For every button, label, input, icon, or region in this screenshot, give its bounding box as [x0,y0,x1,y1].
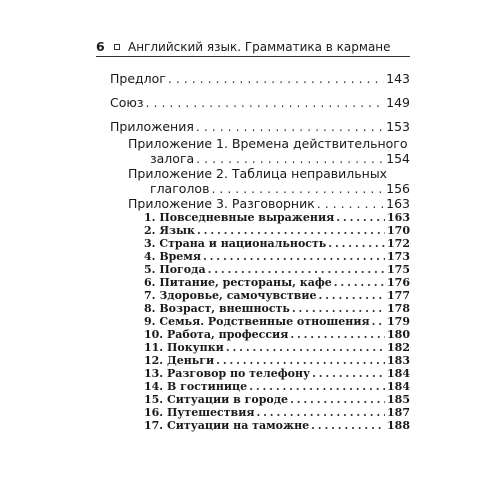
leader-dots [216,354,385,367]
toc-entry-page: 170 [387,224,410,237]
leader-dots [372,315,385,328]
toc-entry-title: 14. В гостинице [144,380,248,393]
phrasebook-entry[interactable] [110,237,410,250]
phrasebook-entry[interactable] [110,250,410,263]
leader-dots [256,406,385,419]
toc-entry-page: 187 [387,406,410,419]
toc-entry-page: 173 [387,250,410,263]
toc-entry-page: 182 [387,341,410,354]
toc-entry-title: 6. Питание, рестораны, кафе [144,276,332,289]
page-number: 6 [96,39,105,54]
toc-entry-appendix-1[interactable] [110,136,410,166]
toc-entry-page: 163 [386,196,410,211]
leader-dots [203,250,385,263]
leader-dots [196,151,384,166]
phrasebook-entry[interactable] [110,419,410,432]
toc-entry-title: 12. Деньги [144,354,215,367]
phrasebook-entry[interactable] [110,341,410,354]
toc-entry-title: Приложение 3. Разговорник [128,196,315,211]
leader-dots [312,367,385,380]
leader-dots [290,328,385,341]
toc-entry-title: 11. Покупки [144,341,224,354]
toc-entry-page: 184 [387,380,410,393]
phrasebook-list [110,211,410,432]
toc-entry-appendices[interactable] [110,119,410,134]
leader-dots [226,341,385,354]
toc-entry-page: 185 [387,393,410,406]
phrasebook-entry[interactable] [110,354,410,367]
toc-entry-page: 188 [387,419,410,432]
toc-entry-page: 183 [387,354,410,367]
toc-entry-page: 177 [387,289,410,302]
phrasebook-entry[interactable] [110,393,410,406]
leader-dots [290,393,385,406]
phrasebook-entry[interactable] [110,328,410,341]
toc-entry-title: Союз [110,95,144,110]
running-title: Английский язык. Грамматика в кармане [128,40,391,54]
phrasebook-entry[interactable] [110,263,410,276]
phrasebook-entry[interactable] [110,302,410,315]
toc-entry-page: 184 [387,367,410,380]
leader-dots [318,289,385,302]
leader-dots [208,263,385,276]
toc-entry-title-line1: Приложение 2. Таблица неправильных [128,166,388,181]
toc-entry-title: 2. Язык [144,224,196,237]
toc-entry-title: 5. Погода [144,263,206,276]
toc-entry-page: 175 [387,263,410,276]
toc-entry-page: 154 [386,151,410,166]
leader-dots [328,237,385,250]
toc-entry-title: Приложения [110,119,194,134]
phrasebook-entry[interactable] [110,211,410,224]
leader-dots [249,380,385,393]
leader-dots [311,419,385,432]
leader-dots [196,119,384,134]
toc-entry-title: 16. Путешествия [144,406,255,419]
phrasebook-entry[interactable] [110,406,410,419]
phrasebook-entry[interactable] [110,276,410,289]
toc-entry-title: 10. Работа, профессия [144,328,289,341]
toc-entry-page: 143 [386,71,410,86]
running-header [96,40,410,57]
leader-dots [336,211,385,224]
toc-entry-appendix-3[interactable] [110,196,410,211]
toc-entry-title: 4. Время [144,250,201,263]
toc-entry-page: 172 [387,237,410,250]
toc-entry-title: 17. Ситуации на таможне [144,419,310,432]
toc-entry-title: 3. Страна и национальность [144,237,327,250]
toc-entry-title: 15. Ситуации в городе [144,393,289,406]
phrasebook-entry[interactable] [110,380,410,393]
leader-dots [197,224,385,237]
toc-entry-page: 149 [386,95,410,110]
toc-entry-title: 1. Повседневные выражения [144,211,335,224]
toc-entry-title: 8. Возраст, внешность [144,302,290,315]
phrasebook-entry[interactable] [110,224,410,237]
toc-entry-title: 13. Разговор по телефону [144,367,311,380]
toc-entry-page: 179 [387,315,410,328]
leader-dots [211,181,384,196]
toc-entry-page: 163 [387,211,410,224]
toc-entry-title-line2: залога [150,151,195,166]
toc-entry-page: 176 [387,276,410,289]
checkbox-square-icon [114,44,120,50]
toc-entry-preposition[interactable] [110,71,410,86]
toc-entry-title: 7. Здоровье, самочувствие [144,289,317,302]
toc-entry-page: 156 [386,181,410,196]
toc-entry-page: 178 [387,302,410,315]
phrasebook-entry[interactable] [110,367,410,380]
toc-entry-appendix-2[interactable] [110,166,410,196]
phrasebook-entry[interactable] [110,289,410,302]
leader-dots [146,95,385,110]
toc-entry-conjunction[interactable] [110,95,410,110]
toc-entry-title: 9. Семья. Родственные отношения [144,315,370,328]
toc-entry-title-line2: глаголов [150,181,210,196]
leader-dots [317,196,384,211]
table-of-contents [110,71,410,432]
toc-entry-title: Предлог [110,71,166,86]
phrasebook-entry[interactable] [110,315,410,328]
leader-dots [292,302,385,315]
toc-entry-page: 180 [387,328,410,341]
toc-entry-page: 153 [386,119,410,134]
toc-entry-title-line1: Приложение 1. Времена действительного [128,136,408,151]
leader-dots [334,276,385,289]
leader-dots [168,71,384,86]
